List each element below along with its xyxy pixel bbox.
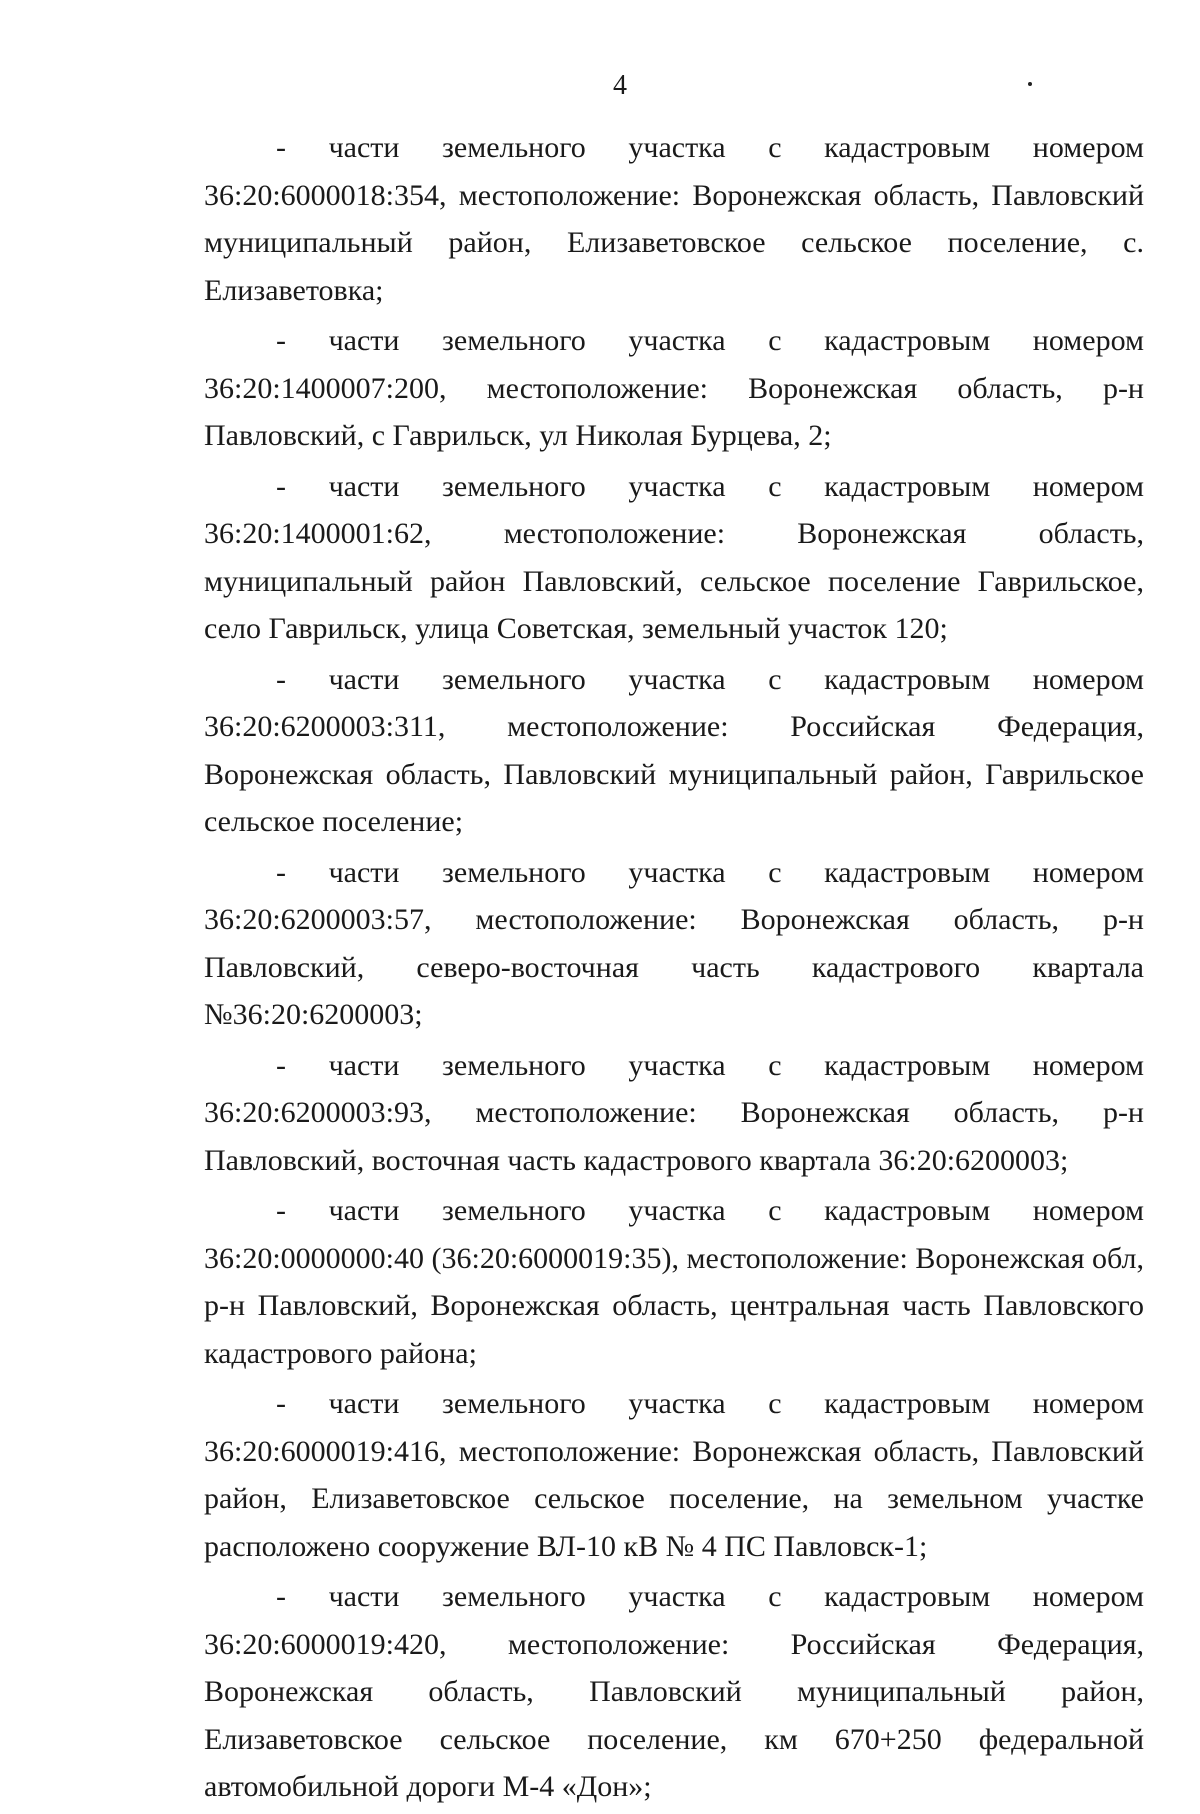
page-number: 4	[613, 70, 627, 101]
paragraph-plot-311: - части земельного участка с кадастровым номером 36:20:6200003:311, местоположение: Российская Федерация, Воронежская область, Павловский муниципальный район, Гаврильское сельское поселение;	[204, 662, 1144, 838]
scan-dot-mark	[1028, 82, 1032, 86]
paragraph-plot-200: - части земельного участка с кадастровым номером 36:20:1400007:200, местоположение: Воронежская область, р-н Павловский, с Гаврильск, ул Николая Бурцева, 2;	[204, 324, 1144, 452]
paragraph-plot-93: - части земельного участка с кадастровым номером 36:20:6200003:93, местоположение: Воронежская область, р-н Павловский, восточная часть кадастрового квартала 36:20:6200003;	[204, 1048, 1144, 1177]
paragraph-plot-420: - части земельного участка с кадастровым номером 36:20:6000019:420, местоположение: Российская Федерация, Воронежская область, Павловский муниципальный район, Елизаветовское сельское поселение, км 670+250 федеральной автомобильной дороги М-4 «Дон»;	[204, 1580, 1144, 1803]
paragraph-plot-416: - части земельного участка с кадастровым номером 36:20:6000019:416, местоположение: Воронежская область, Павловский район, Елизаветовское сельское поселение, на земельном участке расположено сооружение ВЛ-10 кВ № 4 ПС Павловск-1;	[204, 1387, 1144, 1563]
paragraph-plot-354: - части земельного участка с кадастровым номером 36:20:6000018:354, местоположение: Воронежская область, Павловский муниципальный район, Елизаветовское сельское поселение, с. Елизаветовка;	[204, 131, 1144, 307]
document-body	[204, 124, 1144, 1814]
paragraph-plot-57: - части земельного участка с кадастровым номером 36:20:6200003:57, местоположение: Воронежская область, р-н Павловский, северо-восточная часть кадастрового квартала №36:20:6200003;	[204, 855, 1144, 1031]
paragraph-plot-40: - части земельного участка с кадастровым номером 36:20:0000000:40 (36:20:6000019:35), местоположение: Воронежская обл, р-н Павловский, Воронежская область, центральная часть Павловского кадастрового района;	[204, 1194, 1144, 1370]
paragraph-plot-62: - части земельного участка с кадастровым номером 36:20:1400001:62, местоположение: Воронежская область, муниципальный район Павловский, сельское поселение Гаврильское, село Гаврильск, улица Советская, земельный участок 120;	[204, 469, 1144, 645]
